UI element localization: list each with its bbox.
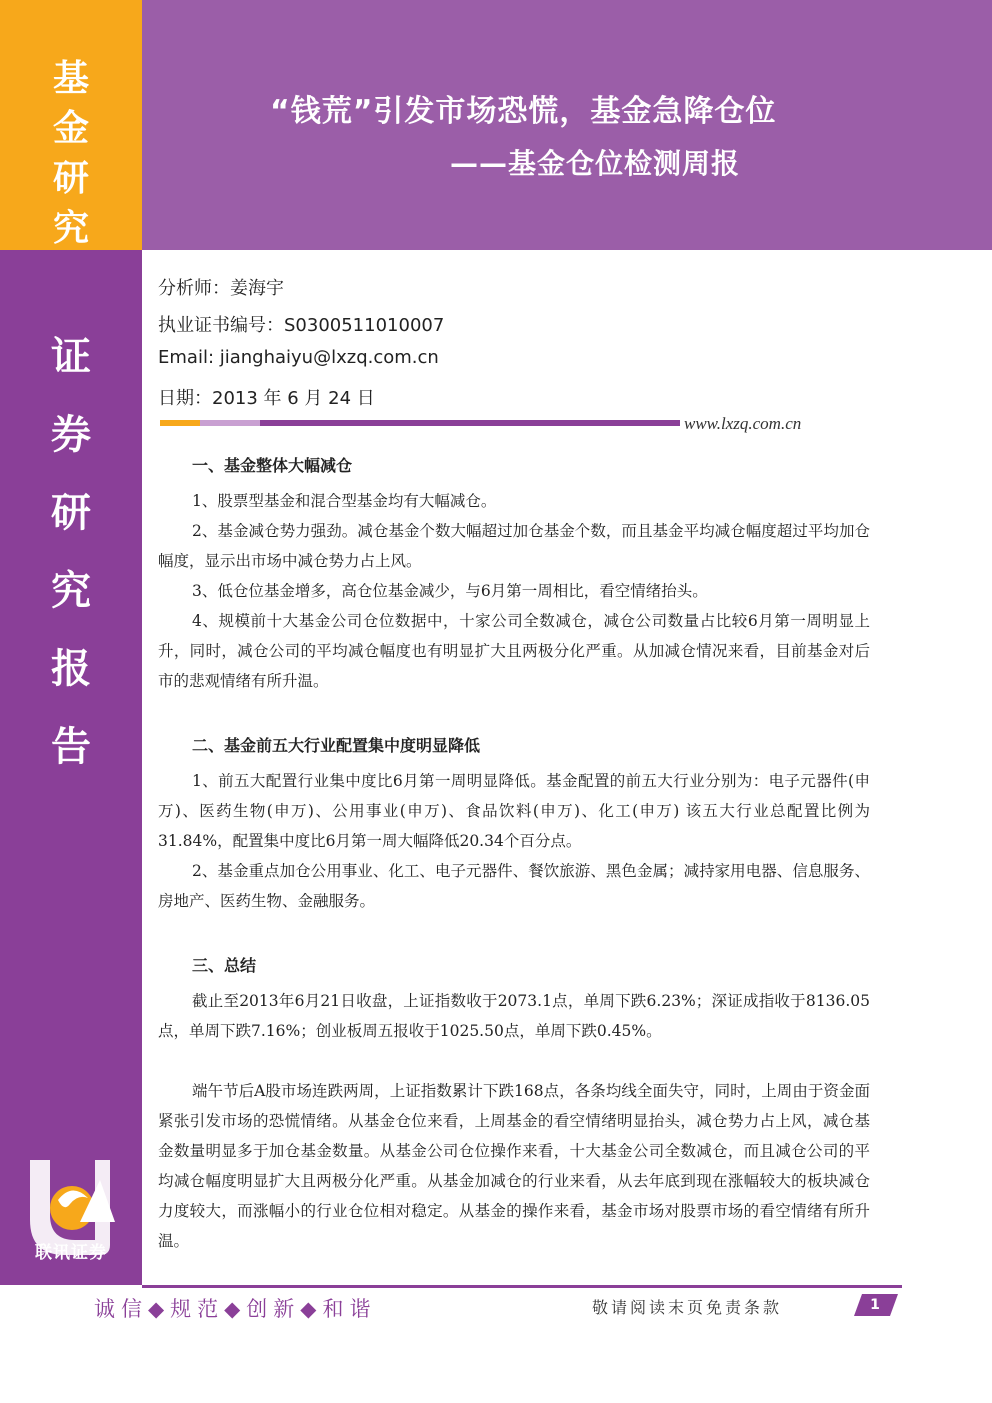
section-heading: 三、总结: [192, 956, 257, 975]
paragraph: 2、基金重点加仓公用事业、化工、电子元器件、餐饮旅游、黑色金属；减持家用电器、信息服务、房地产、医药生物、金融服务。: [158, 862, 870, 910]
analyst-line: 分析师：姜海宇: [158, 278, 284, 299]
license-line: 执业证书编号：S0300511010007: [158, 315, 445, 336]
website-link[interactable]: www.lxzq.com.cn: [684, 414, 802, 433]
email-line[interactable]: Email: jianghaiyu@lxzq.com.cn: [158, 347, 439, 368]
divider-purple: [260, 420, 680, 426]
paragraph: 截止至2013年6月21日收盘，上证指数收于2073.1点，单周下跌6.23%；深证成指收于8136.05点，单周下跌7.16%；创业板周五报收于1025.50点，单周下跌0.45%。: [158, 992, 870, 1040]
report-subtitle: ——基金仓位检测周报: [450, 147, 741, 180]
section-heading: 一、基金整体大幅减仓: [192, 456, 353, 475]
paragraph: 1、股票型基金和混合型基金均有大幅减仓。: [192, 492, 497, 510]
divider-orange: [160, 420, 200, 426]
divider-lavender: [200, 420, 260, 426]
report-body: [158, 446, 870, 1256]
sidebar-char: 基: [52, 58, 89, 99]
report-title: “钱荒”引发市场恐慌，基金急降仓位: [270, 94, 777, 129]
disclaimer-note: 敬请阅读末页免责条款: [592, 1298, 783, 1317]
paragraph: 2、基金减仓势力强劲。减仓基金个数大幅超过加仓基金个数，而且基金平均减仓幅度超过平均加仓幅度，显示出市场中减仓势力占上风。: [158, 522, 870, 570]
sidebar-char: 究: [52, 208, 89, 249]
paragraph: 4、规模前十大基金公司仓位数据中，十家公司全数减仓，减仓公司数量占比较6月第一周明显上升，同时，减仓公司的平均减仓幅度也有明显扩大且两极分化严重。从加减仓情况来看，目前基金对后市的悲观情绪有所升温。: [158, 612, 870, 690]
sidebar-char: 证: [51, 334, 91, 380]
section-heading: 二、基金前五大行业配置集中度明显降低: [192, 736, 481, 755]
sidebar-char: 研: [52, 158, 89, 199]
paragraph: 3、低仓位基金增多，高仓位基金减少，与6月第一周相比，看空情绪抬头。: [192, 582, 708, 600]
paragraph: 端午节后A股市场连跌两周，上证指数累计下跌168点，各条均线全面失守，同时，上周由于资金面紧张引发市场的恐慌情绪。从基金仓位来看，上周基金的看空情绪明显抬头，减仓势力占上风，减仓基金数量明显多于加仓基金数量。从基金公司仓位操作来看，十大基金公司全数减仓，而且减仓公司的平均减仓幅度明显扩大且两极分化严重。从基金加减仓的行业来看，从去年底到现在涨幅较大的板块减仓力度较大，而涨幅小的行业仓位相对稳定。从基金的操作来看，基金市场对股票市场的看空情绪有所升温。: [158, 1082, 870, 1250]
paragraph: 1、前五大配置行业集中度比6月第一周明显降低。基金配置的前五大行业分别为：电子元器件(申万)、医药生物(申万)、公用事业(申万)、食品饮料(申万)、化工(申万) 该五大行业总配置比例为31.84%，配置集中度比6月第一周大幅降低20.34个百分点。: [158, 772, 870, 850]
sidebar-char: 研: [51, 490, 91, 536]
sidebar-char: 报: [51, 646, 91, 692]
sidebar-char: 券: [51, 412, 91, 458]
spacer: [158, 916, 870, 946]
date-line: 日期：2013 年 6 月 24 日: [158, 388, 375, 409]
spacer: [158, 1046, 870, 1076]
page-number: 1: [870, 1297, 880, 1313]
sidebar-char: 金: [52, 108, 89, 149]
sidebar-char: 究: [51, 568, 91, 614]
sidebar-char: 告: [51, 724, 91, 770]
sidebar-report-label: [0, 318, 142, 786]
footer-motto: 诚信◆规范◆创新◆和谐: [94, 1297, 377, 1321]
company-logo-text: 联讯证券: [35, 1243, 107, 1263]
footer-divider: [142, 1285, 902, 1288]
spacer: [158, 696, 870, 726]
sidebar-category-label: [0, 54, 142, 254]
